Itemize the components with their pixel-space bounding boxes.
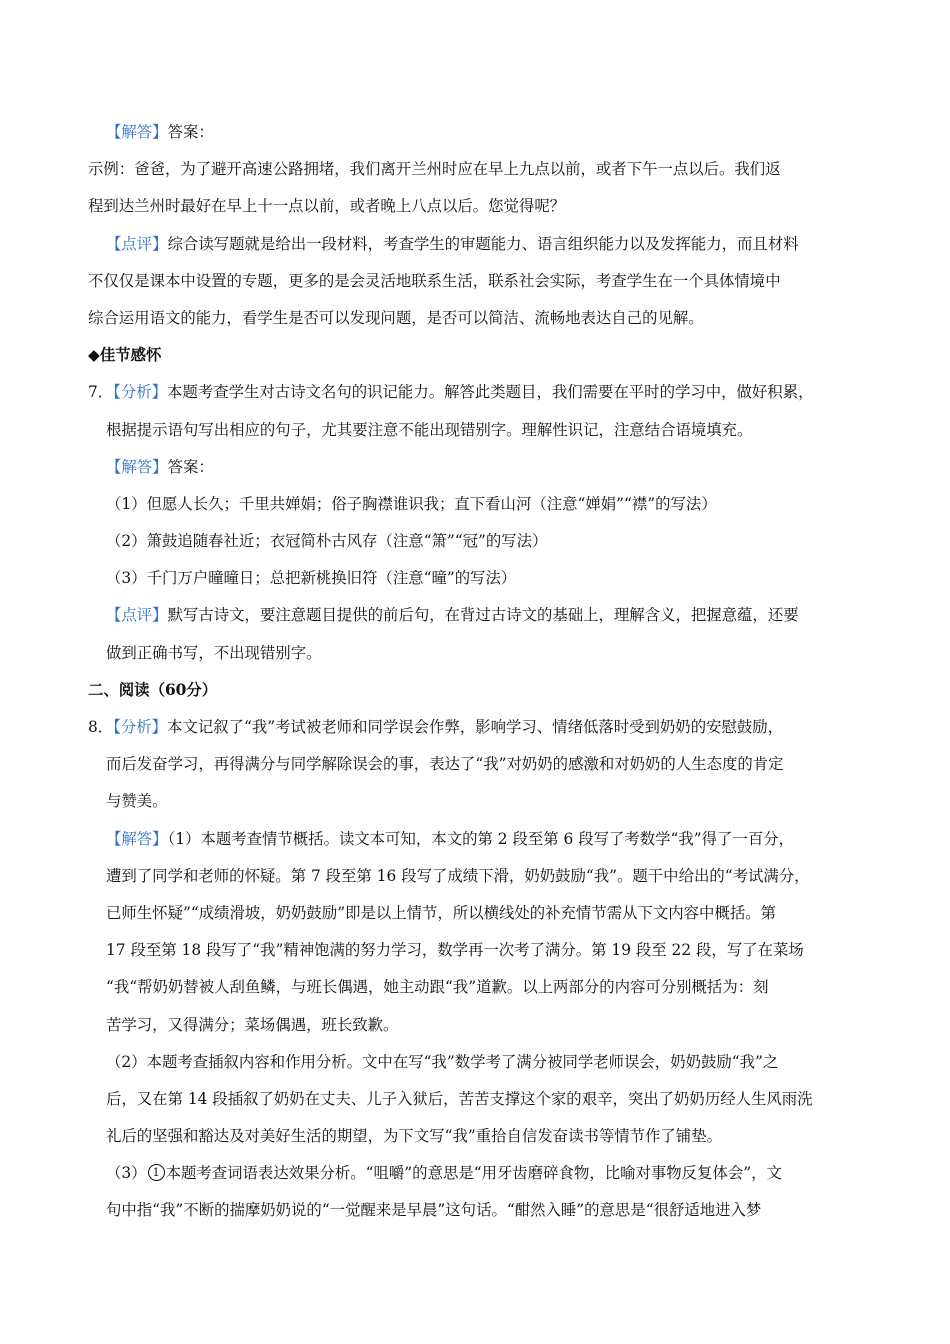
document-page — [88, 114, 868, 1230]
question-7-analysis — [88, 374, 868, 411]
paragraph-line: 句中指“我”不断的揣摩奶奶说的“一觉醒来是早晨”这句话。“酣然入睡”的意思是“很舒适地进入梦 — [106, 1201, 762, 1220]
answer-tag: 【解答】 — [106, 829, 168, 848]
answer-item: （3）千门万户曈曈日；总把新桃换旧符（注意“曈”的写法） — [106, 569, 517, 588]
paragraph-line: 根据提示语句写出相应的句子，尤其要注意不能出现错别字。理解性识记，注意结合语境填充。 — [106, 420, 753, 439]
paragraph-line: 已师生怀疑”“成绩滑坡，奶奶鼓励”即是以上情节，所以横线处的补充情节需从下文内容中概括。第 — [106, 903, 777, 922]
answer-tag: 【解答】 — [106, 123, 168, 141]
answer-line — [88, 449, 868, 486]
paragraph-line: 遭到了同学和老师的怀疑。第 7 段至第 16 段写了成绩下滑，奶奶鼓励“我”。题干中给出的“考试满分， — [106, 866, 810, 885]
comment-line — [88, 597, 868, 634]
circled-number: 1 — [148, 1164, 165, 1181]
answer-label: 答案： — [167, 123, 214, 141]
paragraph-line: 示例：爸爸，为了避开高速公路拥堵，我们离开兰州时应在早上九点以前，或者下午一点以后。我们返 — [88, 160, 781, 179]
comment-text: 默写古诗文，要注意题目提供的前后句，在背过古诗文的基础上，理解含义，把握意蕴，还要 — [167, 606, 799, 625]
paragraph-line: 后，又在第 14 段插叙了奶奶在丈夫、儿子入狱后，苦苦支撑这个家的艰辛，突出了奶奶历经人生风雨洗 — [106, 1089, 813, 1108]
paragraph-line: 程到达兰州时最好在早上十一点以前，或者晚上八点以后。您觉得呢？ — [88, 197, 566, 216]
answer-line — [88, 114, 868, 151]
paragraph-line: “我“帮奶奶替被人刮鱼鳞，与班长偶遇，她主动跟“我”道歉。以上两部分的内容可分别概括为：刻 — [106, 978, 769, 997]
paragraph-line: 而后发奋学习，再得满分与同学解除误会的事，表达了“我”对奶奶的感激和对奶奶的人生态度的肯定 — [106, 755, 784, 774]
answer-text: （1）本题考查情节概括。读文本可知，本文的第 2 段至第 6 段写了考数学“我”得了一百分， — [167, 829, 795, 848]
answer-text: 本题考查词语表达效果分析。“咀嚼”的意思是“用牙齿磨碎食物，比喻对事物反复体会”，文 — [165, 1164, 782, 1183]
answer-item: （2）箫鼓追随春社近；衣冠简朴古风存（注意“箫”“冠”的写法） — [106, 532, 548, 551]
paragraph-line: 礼后的坚强和豁达及对美好生活的期望，为下文写“我”重拾自信发奋读书等情节作了铺垫。 — [106, 1127, 722, 1146]
question-number: 7． — [88, 383, 114, 402]
answer-line — [88, 821, 868, 858]
answer-tag: 【解答】 — [106, 457, 168, 476]
analysis-text: 本题考查学生对古诗文名句的识记能力。解答此类题目，我们需要在平时的学习中，做好积累， — [167, 383, 814, 402]
analysis-tag: 【分析】 — [113, 718, 168, 736]
comment-tag: 【点评】 — [106, 234, 168, 253]
answer-label: 答案： — [167, 457, 214, 476]
section-heading-reading: 二、阅读（60分） — [88, 680, 218, 699]
paragraph-line: 与赞美。 — [106, 792, 168, 811]
question-number: 8． — [88, 718, 114, 736]
question-8-analysis — [88, 709, 868, 746]
answer-paragraph-2: （2）本题考查插叙内容和作用分析。文中在写“我”数学考了满分被同学老师误会，奶奶鼓励“我”之 — [106, 1052, 779, 1071]
answer-item: （1）但愿人长久；千里共婵娟；俗子胸襟谁识我；直下看山河（注意“婵娟”“襟”的写法） — [106, 494, 717, 513]
comment-line — [88, 226, 868, 263]
section-heading-festival: ◆佳节感怀 — [88, 346, 162, 365]
paragraph-line: 做到正确书写，不出现错别字。 — [106, 643, 322, 662]
comment-text: 综合读写题就是给出一段材料，考查学生的审题能力、语言组织能力以及发挥能力，而且材料 — [167, 234, 799, 253]
analysis-tag: 【分析】 — [113, 383, 168, 402]
answer-paragraph-3 — [88, 1155, 868, 1192]
comment-tag: 【点评】 — [106, 606, 168, 625]
analysis-text: 本文记叙了“我”考试被老师和同学误会作弊，影响学习、情绪低落时受到奶奶的安慰鼓励， — [167, 718, 784, 736]
answer-prefix: （3） — [106, 1164, 147, 1183]
paragraph-line: 不仅仅是课本中设置的专题，更多的是会灵活地联系生活，联系社会实际，考查学生在一个具体情境中 — [88, 271, 781, 290]
paragraph-line: 苦学习，又得满分；菜场偶遇，班长致歉。 — [106, 1015, 399, 1034]
paragraph-line: 综合运用语文的能力，看学生是否可以发现问题，是否可以简洁、流畅地表达自己的见解。 — [88, 308, 704, 327]
paragraph-line: 17 段至第 18 段写了“我”精神饱满的努力学习，数学再一次考了满分。第 19 段至 22 段，写了在菜场 — [106, 941, 804, 960]
